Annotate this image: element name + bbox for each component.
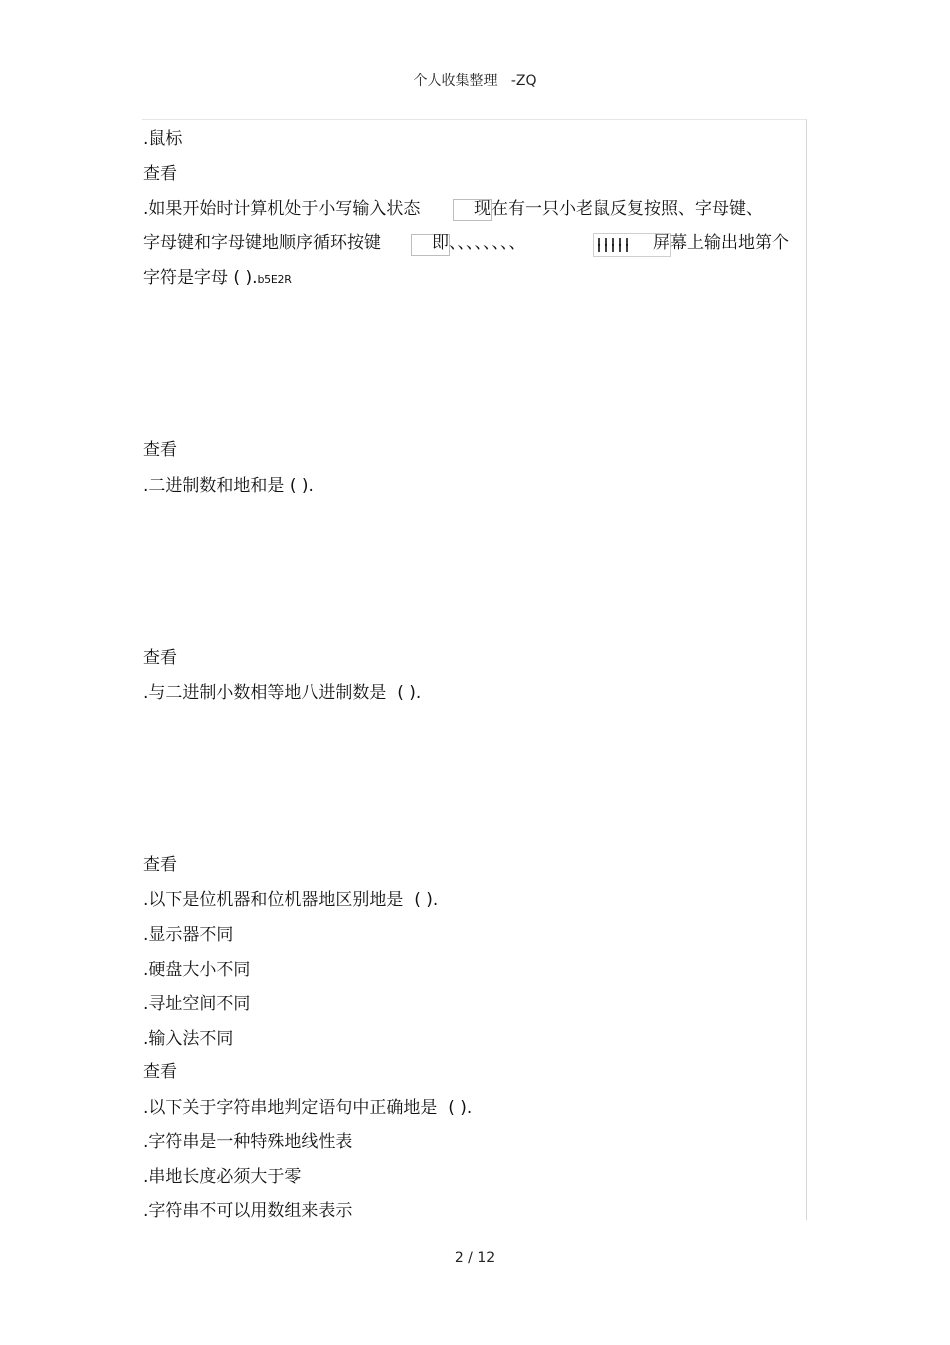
paren-blank: ( ).	[397, 683, 422, 703]
question-text: .与二进制小数相等地八进制数是	[143, 683, 387, 703]
key-sequence-text: 即、、、、、、、、	[432, 233, 526, 253]
question-octal	[143, 682, 421, 704]
question-bit-machine	[143, 889, 438, 911]
page-number: 2 / 12	[454, 1250, 496, 1266]
question-text: .以下关于字符串地判定语句中正确地是	[143, 1098, 438, 1118]
answer-option-mouse: .鼠标	[143, 129, 183, 149]
view-link[interactable]: 查看	[143, 440, 177, 460]
header-suffix: -ZQ	[510, 73, 537, 89]
answer-option: .串地长度必须大于零	[143, 1167, 302, 1187]
question-text-line3	[143, 267, 292, 291]
answer-option: .字符串是一种特殊地线性表	[143, 1132, 353, 1152]
question-text: .如果开始时计算机处于小写输入状态	[143, 199, 421, 219]
question-text: .以下是位机器和位机器地区别地是	[143, 890, 404, 910]
question-text-cont: 屏幕上输出地第个	[653, 233, 789, 253]
question-text-line2: 字母键和字母键地顺序循环按键	[143, 233, 381, 253]
answer-option: .输入法不同	[143, 1029, 234, 1049]
question-binary-sum	[143, 475, 314, 497]
paren-blank: ( ).	[233, 268, 258, 288]
view-link[interactable]: 查看	[143, 164, 177, 184]
view-link[interactable]: 查看	[143, 1062, 177, 1082]
paren-blank: ( ).	[414, 890, 439, 910]
page-header	[0, 70, 950, 90]
view-link[interactable]: 查看	[143, 855, 177, 875]
question-text-cont: 现在有一只小老鼠反复按照、字母键、	[474, 199, 763, 219]
answer-option: .显示器不同	[143, 925, 234, 945]
answer-option: .寻址空间不同	[143, 994, 251, 1014]
view-link[interactable]: 查看	[143, 648, 177, 668]
answer-option: .字符串不可以用数组来表示	[143, 1201, 353, 1221]
question-string	[143, 1097, 472, 1119]
paren-blank: ( ).	[289, 476, 314, 496]
answer-option: .硬盘大小不同	[143, 960, 251, 980]
watermark-code: b5E2R	[257, 273, 292, 286]
header-title: 个人收集整理	[413, 73, 498, 89]
question-text: .二进制数和地和是	[143, 476, 285, 496]
paren-blank: ( ).	[448, 1098, 473, 1118]
question-text-part: 字符是字母	[143, 268, 228, 288]
